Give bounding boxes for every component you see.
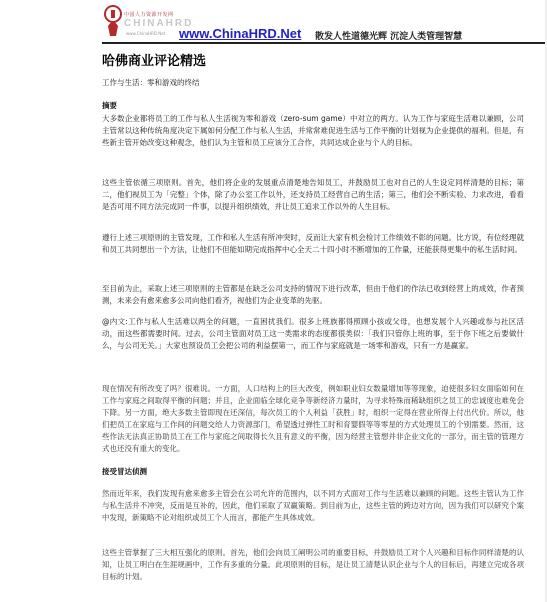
article-subtitle: 工作与生活：零和游戏的终结 [102,78,200,87]
abstract-heading: 摘要 [102,101,117,110]
site-slogan: 散发人性道德光辉 沉淀人类管理智慧 [315,32,463,42]
paragraph-3: 遵行上述三项原则的主管发现，工作和私人生活有所冲突时，反而让大家有机会检讨工作绩效不彰的问题。比方说，有位经理就和员工共同想出一个方法，让他们不但能如期完成指挥中心全天二十四小时不断增加的工作量，还能获得更集中的私生活时间。 [102,233,524,254]
paragraph-5: @内文:工作与私人生活难以两全的问题，一直困扰我们。很多上班族都得照顾小孩或父母，也想发展个人兴趣或参与社区活动，而这些都需要时间。过去，公司主管面对员工这一类需求的态度都很类似：「我们只管你上班的事，至于你下班之后要做什么，与公司无关。」大家也预设员工会把公司的利益摆第一，而工作与家庭就是一场零和游戏，只有一方是赢家。 [102,317,524,350]
logo-chinese-text: 中国人力资源开发网 [124,12,174,18]
paragraph-8: 这些主管掌握了三大相互强化的原则。首先，他们会向员工阐明公司的重要目标，并鼓励员工对个人兴趣和目标作同样清楚的认知，让员工明白在生涯规画中，工作有多重的分量。此项原则的目标，是让员工清楚认识企业与个人的目标后，再建立完成各项目标的计划。 [102,548,524,581]
site-url-link[interactable]: www.ChinaHRD.Net [179,26,302,41]
document-title: 哈佛商业评论精选 [102,54,207,69]
paragraph-1: 大多数企业都将员工的工作与私人生活视为零和游戏（zero-sum game）中对立的两方。认为工作与家庭生活难以兼顾，公司主管常以这种传统角度决定下属如何分配工作与私人生活，并常常难促进生活与工作平衡的计划视为企业提供的福利。但是，有些新主管开始改变这种观念，他们认为主管和员工应该分工合作，共同达成企业与个人的目标。 [102,114,524,147]
paragraph-4: 至目前为止，采取上述三项原则的主管都是在缺乏公司支持的情况下进行改革，但由于他们的作法已收到经营上的成效，作者预测，未来会有愈来愈多公司向他们看齐，视他们为企业变革的先驱。 [102,284,524,305]
seal-icon [102,4,124,38]
paragraph-7: 然而近年来，我们发现有愈来愈多主管会在公司允许的范围内，以不同方式面对工作与生活难以兼顾的问题。这些主管认为工作与私生活并不冲突，反而是互补的，因此，他们采取了双赢策略。到目前为止，这些主管的跨边对方向，因为我们可以研究个案中发现，新策略不论对组织或员工个人而言，都能产生具体成效。 [102,489,524,522]
header-divider [102,42,545,44]
document-header [0,0,547,44]
paragraph-6: 现在情况有所改变了吗？很难说。一方面，人口结构上的巨大改变，例如职业妇女数量增加等等现象，迫使很多妇女面临如何在工作与家庭之间取得平衡的问题；并且，企业面临全球化竞争等新经济力量时，为寻求特殊而稀缺组织之员工的忠诚度也难免会下降。另一方面，绝大多数主管即现在还深信，每次员工的个人利益「获胜」时，组织一定得在营业所得上付出代价。所以，他们把员工在家庭与工作间的问题交给人力资源部门，希望透过弹性工时和育婴假等等零星的方式处理员工的个别需要。然而，这些作法无法真正协助员工在工作与家庭之间取得长久且有意义的平衡，因为经营主管想并非企业文化的一部分，而主管的管理方式也还没有重大的变化。 [102,384,524,453]
logo-url: www.ChinaHRD.Net [126,31,166,36]
chinahrd-logo [102,4,194,40]
section-heading: 接受冒达侦测 [102,467,147,476]
logo-wordmark: CHINAHRD [124,18,194,29]
paragraph-2: 这些主管依循三项原则。首先，他们将企业的发展重点清楚地告知员工，并鼓励员工也对自己的人生设定同样清楚的目标；第二，他们视员工为「完整」个体，除了办公室工作以外，还支持员工经营自己的生活；第三，他们会不断实验、力求改进，看看是否可用不同方法完成同一件事，以提升组织绩效，并让员工追求工作以外的人生目标。 [102,178,524,211]
